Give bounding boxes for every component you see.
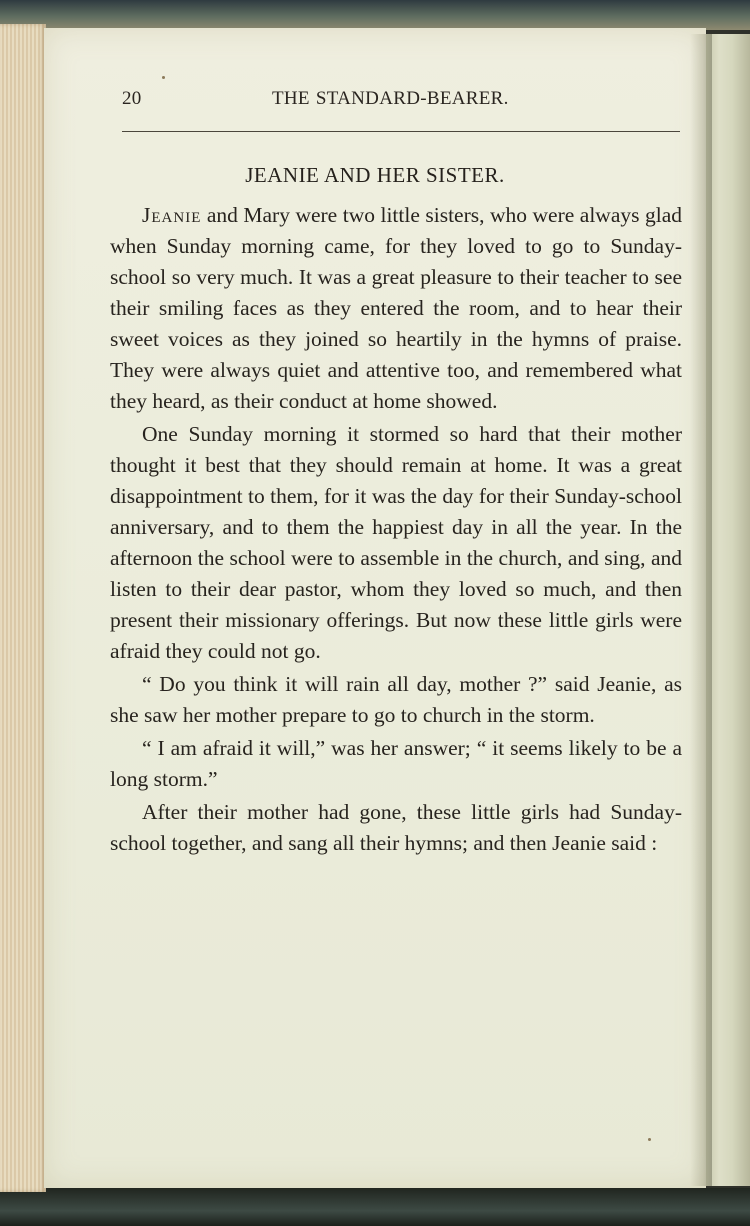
paragraph xyxy=(110,419,682,667)
paragraph-text: “ I am afraid it will,” was her answer; “ it seems likely to be a long storm.” xyxy=(110,736,682,791)
gutter-shadow xyxy=(690,34,712,1186)
page-leaves-left xyxy=(0,24,46,1192)
running-head xyxy=(122,88,682,114)
paper-speck xyxy=(648,1138,651,1141)
paragraph xyxy=(110,200,682,417)
paragraph-text: and Mary were two little sisters, who were always glad when Sunday morning came, for they loved to go to Sunday-school so very much. It was a great pleasure to their teacher to see their smiling faces as they entered the room, and to hear their sweet voices as they joined so heartily in the hymns of praise. They were always quiet and attentive too, and remembered what they heard, as their conduct at home showed. xyxy=(110,203,682,413)
chapter-title: JEANIE AND HER SISTER. xyxy=(245,163,505,187)
paragraph xyxy=(110,669,682,731)
paragraph xyxy=(110,797,682,859)
drop-lead-word: Jeanie xyxy=(142,203,202,227)
page-number: 20 xyxy=(122,88,142,109)
paragraph-text: After their mother had gone, these little girls had Sunday-school together, and sang all their hymns; and then Jeanie said : xyxy=(110,800,682,855)
paragraph-text: “ Do you think it will rain all day, mother ?” said Jeanie, as she saw her mother prepare to go to church in the storm. xyxy=(110,672,682,727)
running-title: THE STANDARD-BEARER. xyxy=(272,88,509,109)
paragraph-text: One Sunday morning it stormed so hard that their mother thought it best that they should remain at home. It was a great disappointment to them, for it was the day for their Sunday-school anniversary, and to them the happiest day in all the year. In the afternoon the school were to assemble in the church, and sing, and listen to their dear pastor, whom they loved so much, and then present their missionary offerings. But now these little girls were afraid they could not go. xyxy=(110,422,682,663)
cover-bottom-edge xyxy=(0,1188,750,1226)
page-leaves-right xyxy=(706,34,750,1186)
body-text xyxy=(110,200,682,861)
cover-top-edge xyxy=(0,0,750,30)
book-page xyxy=(44,28,706,1188)
paragraph xyxy=(110,733,682,795)
paper-speck xyxy=(162,76,165,79)
header-rule xyxy=(122,131,680,132)
